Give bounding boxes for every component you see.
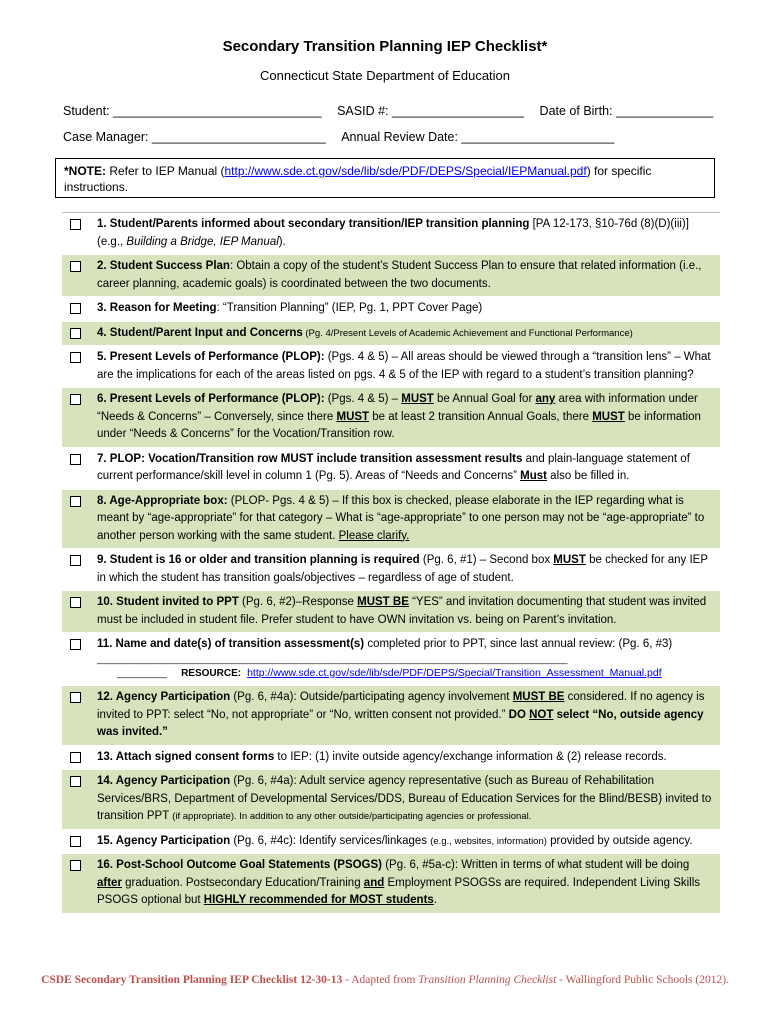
checkbox[interactable] — [70, 752, 81, 763]
item-heading: 4. Student/Parent Input and Concerns — [97, 326, 303, 339]
item-text: (Pg. 6, #1) – Second box — [419, 554, 554, 566]
item-heading: 9. Student is 16 or older and transition planning is required — [97, 554, 420, 566]
select-emphasis: select “No, outside agency was invited.” — [97, 708, 704, 738]
note-box — [55, 158, 715, 198]
clarify-emphasis: Please clarify. — [338, 529, 410, 542]
item-text: to IEP: (1) invite outside agency/exchange information & (2) release records. — [274, 750, 667, 763]
item-text: be Annual Goal for — [433, 393, 536, 405]
item-text: provided by outside agency. — [546, 834, 693, 847]
item-text: ). — [278, 235, 286, 248]
dob-field[interactable]: Date of Birth: ______________ — [539, 104, 714, 118]
checklist-item-5 — [62, 346, 720, 388]
item-heading: 1. Student/Parents informed about secondary transition/IEP transition planning — [97, 218, 530, 230]
must-emphasis: MUST — [336, 410, 370, 423]
checkbox[interactable] — [70, 597, 81, 608]
checkbox[interactable] — [70, 303, 81, 314]
item-text: also be filled in. — [546, 470, 630, 482]
item-text: be at least 2 transition Annual Goals, there — [369, 410, 593, 423]
item-text: (Pgs. 4 & 5) – — [324, 393, 402, 405]
footer-text: - Adapted from — [342, 974, 419, 986]
item-text: : “Transition Planning” (IEP, Pg. 1, PPT Cover Page) — [216, 302, 483, 314]
student-info-row — [63, 104, 713, 118]
after-emphasis: after — [97, 876, 122, 889]
item-italic: Building a Bridge, IEP Manual — [126, 235, 279, 248]
item-text: (Pg. 6, #4a): Outside/participating agency involvement — [230, 691, 513, 703]
item-heading: 5. Present Levels of Performance (PLOP): — [97, 351, 325, 363]
item-text: graduation. Postsecondary Education/Training — [121, 876, 364, 889]
assessment-blank-line[interactable]: ______________________________________________________________________________________________ — [97, 653, 568, 664]
checkbox[interactable] — [70, 394, 81, 405]
must-emphasis: MUST — [553, 554, 586, 566]
footer-title: CSDE Secondary Transition Planning IEP Checklist 12-30-13 — [41, 974, 343, 986]
item-small-text: (Pg. 4/Present Levels of Academic Achievement and Functional Performance) — [302, 327, 633, 339]
student-field[interactable]: Student: ______________________________ — [63, 104, 322, 118]
checklist-item-13 — [62, 746, 720, 771]
item-heading: 8. Age-Appropriate box: — [97, 494, 228, 507]
item-text: (Pg. 6, #4c): Identify services/linkages — [230, 834, 431, 847]
item-text: Employment PSOGSs are required. Independent Living Skills PSOGS optional but — [97, 876, 701, 906]
checkbox[interactable] — [70, 555, 81, 566]
item-text: (Pg. 6, #4a): Adult service agency representative (such as Bureau of Rehabilitation Services/BRS, Department of Developmental Services/DDS, Bureau of Education Services for the Blind/BESB) invited to transition PPT — [97, 775, 712, 822]
checklist-item-12 — [62, 686, 720, 746]
item-heading: 10. Student invited to PPT — [97, 596, 239, 608]
item-text: be information under “Needs & Concerns” for the Vocation/Transition row. — [97, 410, 701, 440]
item-heading: 14. Agency Participation — [97, 775, 231, 787]
resource-line — [97, 665, 714, 683]
checkbox[interactable] — [70, 496, 81, 507]
checklist-item-15 — [62, 830, 720, 855]
footer-text-end: - Wallingford Public Schools (2012). — [556, 974, 729, 986]
note-text-end: ) for specific instructions. — [64, 164, 652, 194]
must-be-emphasis: MUST BE — [357, 596, 409, 608]
checklist-item-3 — [62, 297, 720, 322]
item-text: “YES” and invitation documenting that student was invited must be included in student file. Prefer student to have OWN invitation vs. being on Parent’s invitation. — [97, 596, 707, 626]
checkbox[interactable] — [70, 219, 81, 230]
checklist-item-16 — [62, 854, 720, 914]
item-small-text: (if appropriate). In addition to any other outside/participating agencies or professional. — [172, 811, 532, 822]
annual-review-field[interactable]: Annual Review Date: ______________________ — [341, 130, 615, 144]
page-title: Secondary Transition Planning IEP Checklist* — [222, 38, 548, 55]
checkbox[interactable] — [70, 836, 81, 847]
item-text: area with information under “Needs & Concerns” – Conversely, since there — [97, 393, 698, 423]
iep-manual-link[interactable]: http://www.sde.ct.gov/sde/lib/sde/PDF/DEPS/Special/IEPManual.pdf — [224, 164, 587, 178]
any-emphasis: any — [535, 393, 556, 405]
page-subtitle: Connecticut State Department of Education — [259, 68, 511, 83]
item-heading: 15. Agency Participation — [97, 834, 231, 847]
item-text: (Pgs. 4 & 5) – All areas should be viewed through a “transition lens” – What are the implications for each of the areas listed on pgs. 4 & 5 of the IEP with regard to a student’s transition planning? — [97, 351, 711, 381]
item-heading: 16. Post-School Outcome Goal Statements (PSOGS) — [97, 859, 383, 871]
item-text: (PLOP- Pgs. 4 & 5) – If this box is checked, please elaborate in the IEP regarding what is meant by “age-appropriate” for that category – What is “age-appropriate” to one person may not be “age-appropriate” to another person working with the same student. — [97, 494, 705, 542]
note-text: Refer to IEP Manual ( — [106, 164, 225, 178]
item-heading: 2. Student Success Plan — [97, 260, 230, 272]
item-text: [PA 12-173, §10-76d (8)(D)(iii)] (e.g., — [97, 218, 689, 248]
item-heading: 7. PLOP: Vocation/Transition row MUST include transition assessment results — [97, 452, 523, 465]
item-text: : Obtain a copy of the student’s Student Success Plan to ensure that related information (i.e., career planning, academic goals) is coordinated between the two documents. — [97, 260, 702, 290]
and-emphasis: and — [363, 876, 385, 889]
do-emphasis: DO — [508, 708, 530, 721]
note-label: *NOTE: — [64, 164, 106, 178]
checkbox[interactable] — [70, 328, 81, 339]
checkbox[interactable] — [70, 776, 81, 787]
item-text: completed prior to PPT, since last annual review: (Pg. 6, #3) — [364, 638, 673, 650]
checkbox[interactable] — [70, 692, 81, 703]
item-text: be checked for any IEP in which the student has transition goals/objectives – regardless of age of student. — [97, 554, 708, 584]
transition-assessment-manual-link[interactable]: http://www.sde.ct.gov/sde/lib/sde/PDF/DEPS/Special/Transition_Assessment_Manual.pdf — [247, 666, 662, 679]
must-be-emphasis: MUST BE — [512, 691, 565, 703]
item-heading: 13. Attach signed consent forms — [97, 750, 275, 763]
resource-label: RESOURCE: — [181, 667, 242, 679]
footer-source: Transition Planning Checklist — [418, 974, 557, 986]
checklist — [62, 212, 720, 914]
checklist-item-11 — [62, 633, 720, 686]
item-heading: 3. Reason for Meeting — [97, 302, 217, 314]
item-text: considered. If no agency is invited to PPT: select “No, not appropriate” or “No, written consent not provided.” — [97, 691, 705, 721]
checklist-item-6 — [62, 388, 720, 448]
checklist-item-14 — [62, 770, 720, 830]
case-manager-field[interactable]: Case Manager: _________________________ — [63, 130, 326, 144]
checklist-item-7 — [62, 448, 720, 490]
item-heading: 12. Agency Participation — [97, 691, 231, 703]
item-text: (Pg. 6, #5a-c): Written in terms of what student will be doing — [382, 859, 690, 871]
must-emphasis: MUST — [592, 410, 625, 423]
assessment-blank-short[interactable]: __________ — [117, 667, 168, 678]
checkbox[interactable] — [70, 454, 81, 465]
item-heading: 11. Name and date(s) of transition assessment(s) — [97, 638, 365, 650]
checkbox[interactable] — [70, 860, 81, 871]
checkbox[interactable] — [70, 639, 81, 650]
item-heading: 6. Present Levels of Performance (PLOP): — [97, 393, 325, 405]
checklist-item-10 — [62, 591, 720, 633]
case-info-row — [63, 130, 614, 144]
checklist-item-8 — [62, 490, 720, 550]
sasid-field[interactable]: SASID #: ___________________ — [337, 104, 525, 118]
item-text: (Pg. 6, #2)–Response — [238, 596, 358, 608]
item-text: and plain-language statement of current performance/skill level in column 1 (Pg. 5). Areas of “Needs and Concerns” — [97, 452, 690, 482]
page-footer — [0, 974, 770, 986]
checklist-item-9 — [62, 549, 720, 591]
must-emphasis: Must — [520, 470, 547, 482]
must-emphasis: MUST — [401, 393, 434, 405]
checkbox[interactable] — [70, 352, 81, 363]
checklist-item-1 — [62, 213, 720, 255]
item-small-text: (e.g., websites, information) — [430, 835, 547, 847]
checklist-item-4 — [62, 322, 720, 347]
not-emphasis: NOT — [529, 708, 554, 721]
item-text: . — [433, 894, 438, 906]
checkbox[interactable] — [70, 261, 81, 272]
highly-recommended-emphasis: HIGHLY recommended for MOST students — [203, 894, 434, 906]
checklist-item-2 — [62, 255, 720, 297]
